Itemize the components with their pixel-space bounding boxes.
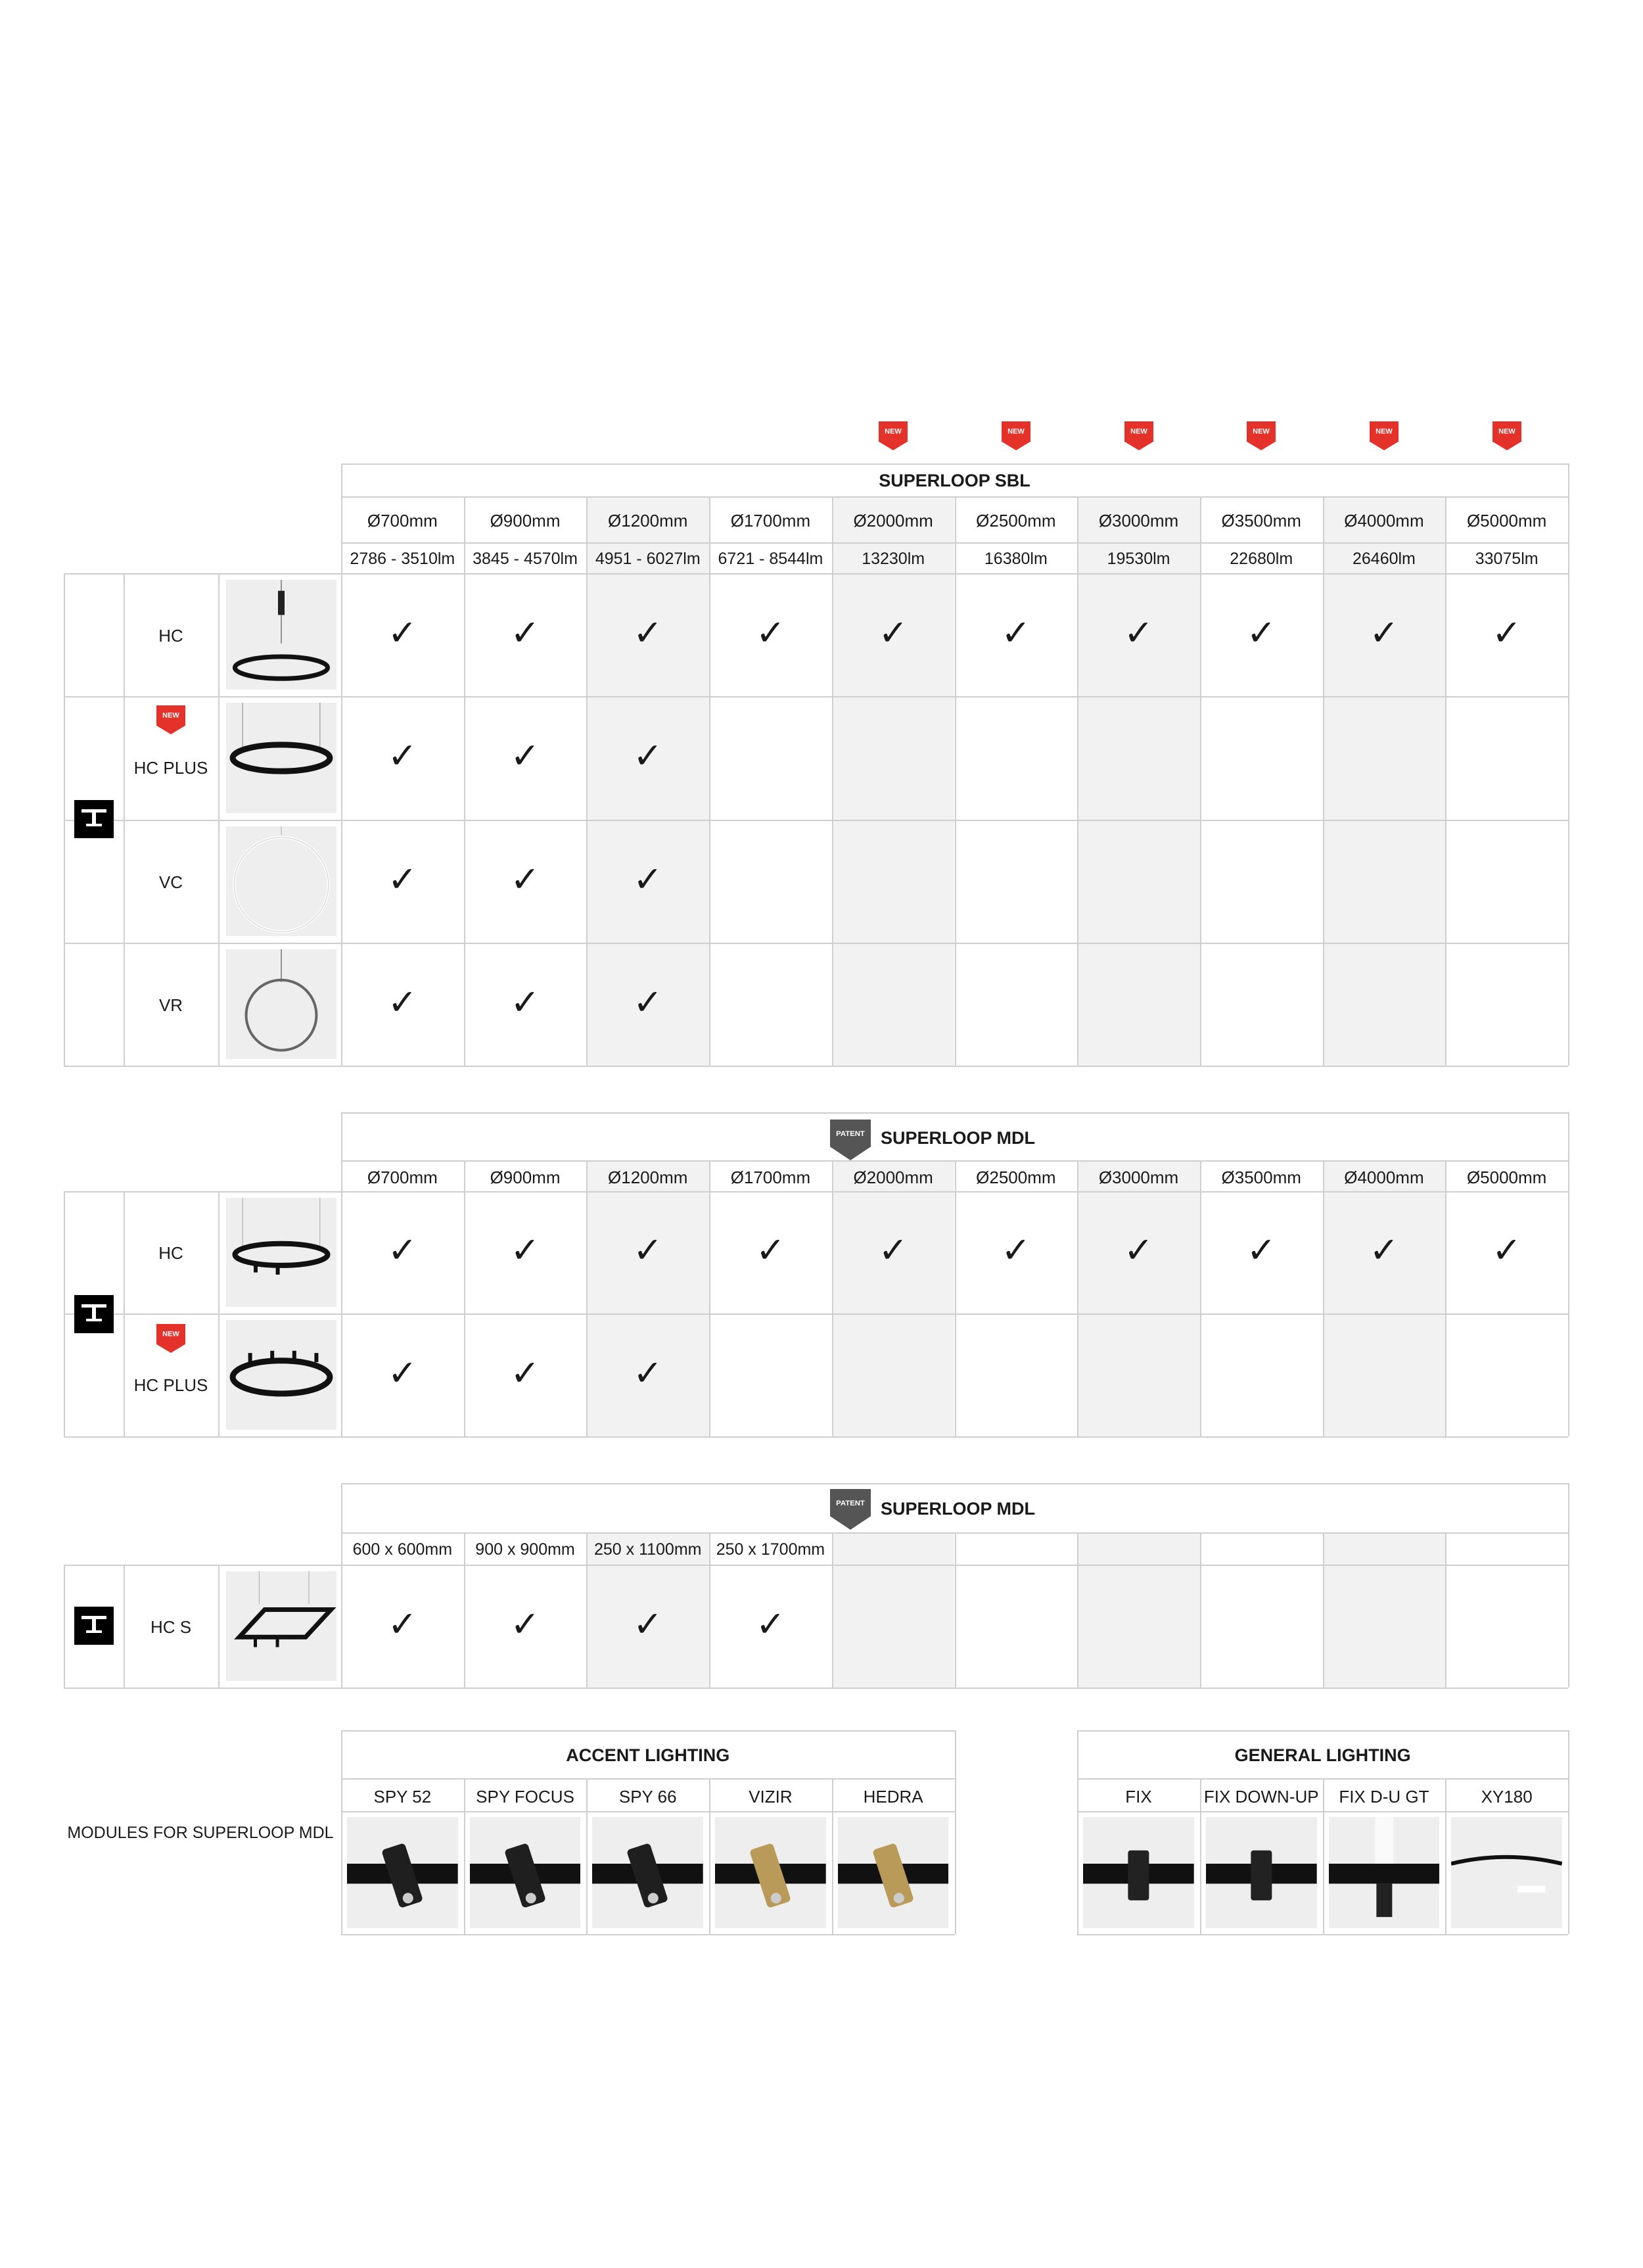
product-thumbnail xyxy=(226,580,336,690)
lumen-header: 2786 - 3510lm xyxy=(350,550,455,568)
row-label: HC PLUS xyxy=(133,1375,208,1395)
product-thumbnail xyxy=(226,703,336,813)
diameter-header: Ø1200mm xyxy=(608,511,688,531)
table-title: SUPERLOOP MDL xyxy=(881,1499,1036,1519)
lumen-header: 3845 - 4570lm xyxy=(473,550,578,568)
grid-line xyxy=(124,573,125,1066)
lumen-header: 26460lm xyxy=(1352,550,1416,568)
new-badge-text: NEW xyxy=(162,711,179,720)
check-mark: ✓ xyxy=(878,1229,908,1271)
shaded-column xyxy=(832,496,955,1066)
module-label: SPY 66 xyxy=(618,1787,677,1807)
accent-lighting-title: ACCENT LIGHTING xyxy=(566,1745,730,1765)
row-label: VR xyxy=(158,995,183,1015)
new-badge xyxy=(156,1324,185,1353)
diameter-header: Ø3000mm xyxy=(1098,1168,1179,1187)
diameter-header: Ø2500mm xyxy=(976,511,1056,531)
check-mark: ✓ xyxy=(510,611,540,653)
grid-line xyxy=(64,820,1568,821)
grid-line xyxy=(64,1191,1568,1193)
check-mark: ✓ xyxy=(387,981,417,1023)
new-badge xyxy=(879,421,908,450)
check-mark: ✓ xyxy=(1001,611,1031,653)
shaded-column xyxy=(832,1532,955,1688)
new-badge-text: NEW xyxy=(885,427,902,436)
check-mark: ✓ xyxy=(633,858,663,900)
grid-line xyxy=(1200,1160,1201,1436)
size-header: 600 x 600mm xyxy=(352,1540,453,1559)
module-label: VIZIR xyxy=(749,1787,793,1807)
diameter-header: Ø3500mm xyxy=(1221,511,1301,531)
product-thumbnail xyxy=(226,949,336,1059)
new-badge xyxy=(1493,421,1521,450)
product-thumbnail xyxy=(226,1320,336,1430)
grid-line xyxy=(64,943,1568,944)
module-thumbnail xyxy=(1329,1817,1440,1928)
grid-line xyxy=(586,1160,588,1436)
ceiling-mount-icon xyxy=(74,1607,114,1645)
size-header: 900 x 900mm xyxy=(475,1540,575,1559)
grid-line xyxy=(218,1565,220,1688)
check-mark: ✓ xyxy=(633,1229,663,1271)
check-mark: ✓ xyxy=(755,1229,786,1271)
grid-line xyxy=(709,496,710,1066)
check-mark: ✓ xyxy=(1001,1229,1031,1271)
lumen-header: 19530lm xyxy=(1107,550,1170,568)
new-badge xyxy=(1247,421,1276,450)
diameter-header: Ø5000mm xyxy=(1466,1168,1547,1187)
diameter-header: Ø700mm xyxy=(367,511,438,531)
size-header: 250 x 1100mm xyxy=(593,1540,702,1559)
module-label: SPY FOCUS xyxy=(476,1787,574,1807)
grid-line xyxy=(832,1532,833,1688)
grid-line xyxy=(1077,1532,1078,1688)
check-mark: ✓ xyxy=(878,611,908,653)
check-mark: ✓ xyxy=(633,1352,663,1394)
row-label: VC xyxy=(158,872,183,892)
check-mark: ✓ xyxy=(633,735,663,776)
module-label: FIX DOWN-UP xyxy=(1203,1787,1319,1807)
check-mark: ✓ xyxy=(1123,1229,1154,1271)
grid-line xyxy=(1323,496,1324,1066)
check-mark: ✓ xyxy=(510,858,540,900)
diameter-header: Ø5000mm xyxy=(1466,511,1547,531)
row-label: HC xyxy=(158,1243,183,1263)
check-mark: ✓ xyxy=(633,1603,663,1645)
check-mark: ✓ xyxy=(510,981,540,1023)
check-mark: ✓ xyxy=(1369,611,1399,653)
diameter-header: Ø4000mm xyxy=(1344,1168,1424,1187)
diameter-header: Ø1700mm xyxy=(730,511,811,531)
module-thumbnail xyxy=(1451,1817,1562,1928)
check-mark: ✓ xyxy=(510,1229,540,1271)
diameter-header: Ø2000mm xyxy=(853,511,933,531)
grid-line xyxy=(1445,496,1446,1066)
lumen-header: 6721 - 8544lm xyxy=(718,550,823,568)
check-mark: ✓ xyxy=(387,1229,417,1271)
module-label: FIX xyxy=(1125,1787,1152,1807)
check-mark: ✓ xyxy=(510,1352,540,1394)
check-mark: ✓ xyxy=(510,735,540,776)
module-label: SPY 52 xyxy=(373,1787,432,1807)
new-badge xyxy=(1002,421,1030,450)
grid-line xyxy=(1568,1112,1569,1160)
grid-line xyxy=(1568,1730,1569,1934)
lumen-header: 13230lm xyxy=(862,550,925,568)
grid-line xyxy=(341,1778,955,1780)
new-badge xyxy=(1124,421,1153,450)
new-badge-text: NEW xyxy=(162,1330,179,1338)
table-title: SUPERLOOP MDL xyxy=(881,1128,1036,1148)
table-title: SUPERLOOP SBL xyxy=(879,471,1030,490)
patent-badge xyxy=(830,1489,871,1530)
grid-line xyxy=(64,1565,1568,1566)
patent-badge-text: PATENT xyxy=(836,1499,865,1507)
module-thumbnail xyxy=(715,1817,826,1928)
module-label: FIX D-U GT xyxy=(1339,1787,1429,1807)
row-label: HC xyxy=(158,625,183,646)
module-thumbnail xyxy=(838,1817,949,1928)
grid-line xyxy=(1445,1532,1446,1688)
check-mark: ✓ xyxy=(387,735,417,776)
check-mark: ✓ xyxy=(1123,611,1154,653)
new-badge xyxy=(1370,421,1399,450)
grid-line xyxy=(341,463,1568,465)
shaded-column xyxy=(832,1160,955,1436)
patent-badge-text: PATENT xyxy=(836,1129,865,1138)
grid-line xyxy=(64,696,1568,697)
diameter-header: Ø2000mm xyxy=(853,1168,933,1187)
shaded-column xyxy=(586,1160,709,1436)
check-mark: ✓ xyxy=(387,611,417,653)
grid-line xyxy=(64,1688,1568,1689)
module-label: HEDRA xyxy=(863,1787,923,1807)
new-badge-text: NEW xyxy=(1376,427,1393,436)
diameter-header: Ø1200mm xyxy=(608,1168,688,1187)
grid-line xyxy=(955,496,956,1066)
check-mark: ✓ xyxy=(510,1603,540,1645)
diameter-header: Ø3000mm xyxy=(1098,511,1179,531)
shaded-column xyxy=(586,496,709,1066)
grid-line xyxy=(1077,496,1078,1066)
product-thumbnail xyxy=(226,826,336,936)
check-mark: ✓ xyxy=(1369,1229,1399,1271)
grid-line xyxy=(1568,1483,1569,1532)
grid-line xyxy=(218,573,220,1066)
module-thumbnail xyxy=(592,1817,703,1928)
diameter-header: Ø1700mm xyxy=(730,1168,811,1187)
new-badge xyxy=(156,705,185,734)
grid-line xyxy=(64,1436,1568,1438)
row-label: HC S xyxy=(150,1617,192,1637)
grid-line xyxy=(124,1191,125,1436)
patent-badge xyxy=(830,1120,871,1160)
size-header: 250 x 1700mm xyxy=(716,1540,825,1559)
check-mark: ✓ xyxy=(1492,611,1522,653)
grid-line xyxy=(832,1160,833,1436)
grid-line xyxy=(1077,1160,1078,1436)
grid-line xyxy=(1323,1160,1324,1436)
grid-line xyxy=(218,1191,220,1436)
grid-line xyxy=(1200,496,1201,1066)
check-mark: ✓ xyxy=(387,1352,417,1394)
grid-line xyxy=(64,573,65,1066)
check-mark: ✓ xyxy=(1492,1229,1522,1271)
shaded-column xyxy=(1077,1532,1200,1688)
module-thumbnail xyxy=(347,1817,458,1928)
diameter-header: Ø900mm xyxy=(490,1168,561,1187)
new-badge-text: NEW xyxy=(1130,427,1147,436)
module-thumbnail xyxy=(1206,1817,1317,1928)
check-mark: ✓ xyxy=(1246,1229,1276,1271)
diameter-header: Ø3500mm xyxy=(1221,1168,1301,1187)
shaded-column xyxy=(1077,1160,1200,1436)
shaded-column xyxy=(1323,1532,1446,1688)
grid-line xyxy=(709,1160,710,1436)
grid-line xyxy=(64,1565,65,1688)
general-lighting-title: GENERAL LIGHTING xyxy=(1234,1745,1411,1765)
grid-line xyxy=(1568,1532,1569,1688)
product-thumbnail xyxy=(226,1571,336,1681)
diameter-header: Ø2500mm xyxy=(976,1168,1056,1187)
ceiling-mount-icon xyxy=(74,800,114,838)
grid-line xyxy=(341,1112,1568,1114)
grid-line xyxy=(341,1730,955,1732)
lumen-header: 16380lm xyxy=(984,550,1048,568)
grid-line xyxy=(341,1483,342,1688)
lumen-header: 22680lm xyxy=(1230,550,1293,568)
grid-line xyxy=(64,1066,1568,1067)
check-mark: ✓ xyxy=(387,1603,417,1645)
ceiling-mount-icon xyxy=(74,1295,114,1333)
check-mark: ✓ xyxy=(387,858,417,900)
row-label: HC PLUS xyxy=(133,758,208,778)
grid-line xyxy=(955,1532,956,1688)
grid-line xyxy=(64,573,1568,575)
grid-line xyxy=(341,1483,1568,1484)
module-thumbnail xyxy=(1083,1817,1194,1928)
grid-line xyxy=(586,496,588,1066)
grid-line xyxy=(1200,1532,1201,1688)
new-badge-text: NEW xyxy=(1498,427,1516,436)
grid-line xyxy=(955,1730,956,1934)
module-thumbnail xyxy=(470,1817,581,1928)
grid-line xyxy=(1445,1160,1446,1436)
check-mark: ✓ xyxy=(1246,611,1276,653)
grid-line xyxy=(341,1934,955,1935)
grid-line xyxy=(64,1313,1568,1315)
grid-line xyxy=(464,496,465,1066)
check-mark: ✓ xyxy=(755,1603,786,1645)
grid-line xyxy=(1323,1532,1324,1688)
lumen-header: 33075lm xyxy=(1475,550,1539,568)
grid-line xyxy=(1568,463,1569,496)
check-mark: ✓ xyxy=(755,611,786,653)
grid-line xyxy=(1077,1934,1568,1935)
new-badge-text: NEW xyxy=(1253,427,1270,436)
product-thumbnail xyxy=(226,1198,336,1307)
modules-label: MODULES FOR SUPERLOOP MDL xyxy=(67,1824,334,1842)
grid-line xyxy=(955,1160,956,1436)
shaded-column xyxy=(1077,496,1200,1066)
grid-line xyxy=(1568,1160,1569,1436)
shaded-column xyxy=(1323,496,1446,1066)
grid-line xyxy=(1077,1730,1568,1732)
new-badge-text: NEW xyxy=(1007,427,1025,436)
diameter-header: Ø900mm xyxy=(490,511,561,531)
grid-line xyxy=(64,1191,65,1436)
shaded-column xyxy=(1323,1160,1446,1436)
grid-line xyxy=(464,1160,465,1436)
module-label: XY180 xyxy=(1481,1787,1533,1807)
check-mark: ✓ xyxy=(633,611,663,653)
diameter-header: Ø700mm xyxy=(367,1168,438,1187)
grid-line xyxy=(832,496,833,1066)
check-mark: ✓ xyxy=(633,981,663,1023)
diameter-header: Ø4000mm xyxy=(1344,511,1424,531)
lumen-header: 4951 - 6027lm xyxy=(595,550,701,568)
grid-line xyxy=(1568,496,1569,1066)
grid-line xyxy=(341,1811,955,1812)
